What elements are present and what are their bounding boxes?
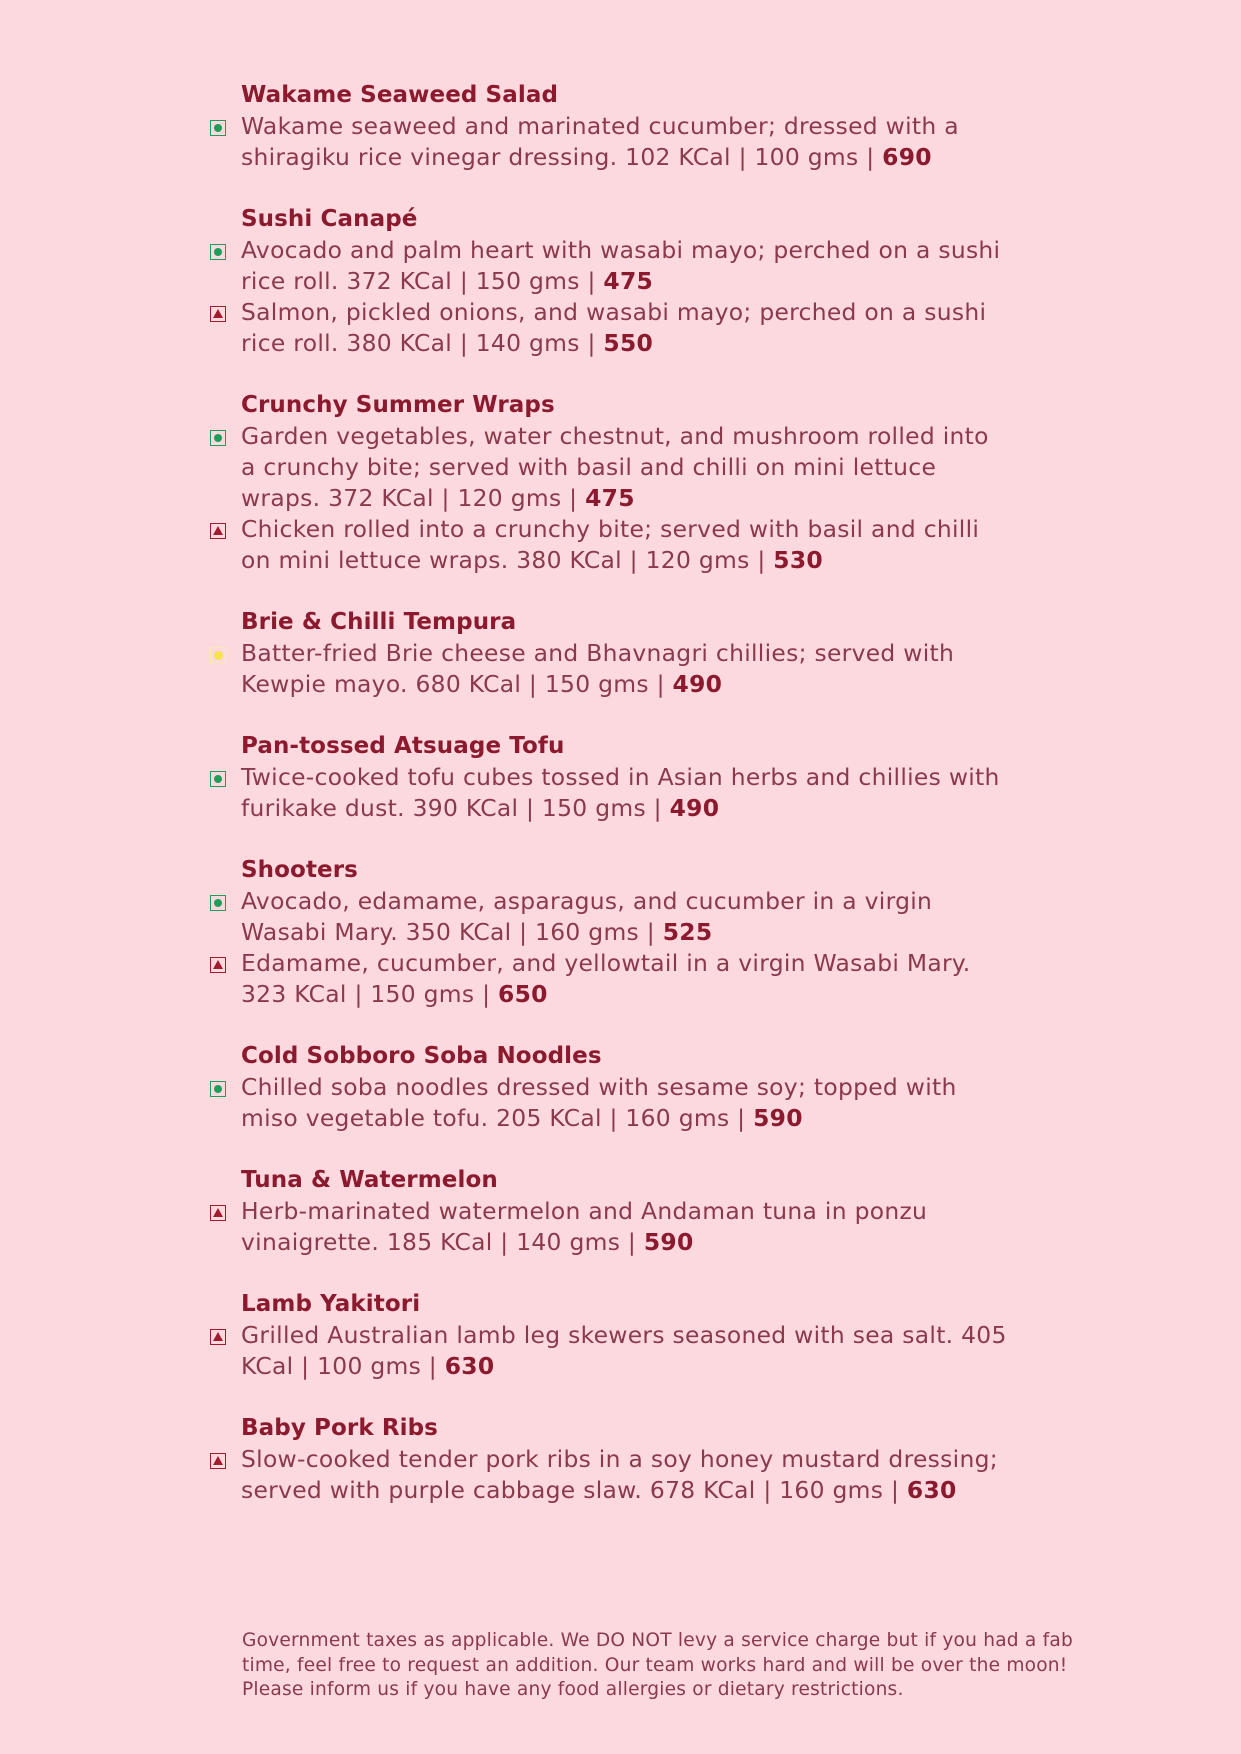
contains-egg-icon [210, 647, 226, 663]
dish-cold-sobboro-soba-noodles [241, 1041, 1011, 1134]
non-veg-icon [210, 306, 226, 322]
dish-name: Pan-tossed Atsuage Tofu [241, 733, 565, 759]
dish-sushi-canape [241, 204, 1011, 359]
dish-variant [241, 297, 1011, 359]
dish-variant [241, 638, 1011, 700]
dish-name: Sushi Canapé [241, 206, 418, 232]
veg-icon [210, 895, 226, 911]
dish-shooters [241, 855, 1011, 1010]
veg-icon [210, 430, 226, 446]
dish-lamb-yakitori [241, 1289, 1011, 1382]
dish-variant [241, 514, 1011, 576]
dish-price: 475 [603, 267, 654, 295]
dish-variant [241, 111, 1011, 173]
dish-price: 530 [773, 546, 823, 574]
dish-variant [241, 235, 1011, 297]
dish-description: Avocado, edamame, asparagus, and cucumber in a virgin Wasabi Mary. 350 KCal | 160 gms | [241, 887, 933, 946]
veg-icon [210, 244, 226, 260]
dish-description: Avocado and palm heart with wasabi mayo; perched on a sushi rice roll. 372 KCal | 150 gms | [241, 236, 1001, 295]
dish-price: 630 [444, 1352, 495, 1380]
dish-price: 475 [585, 484, 635, 512]
dish-description: Chicken rolled into a crunchy bite; served with basil and chilli on mini lettuce wraps. 380 KCal | 120 gms | [241, 515, 980, 574]
dish-name: Crunchy Summer Wraps [241, 392, 555, 418]
dish-crunchy-summer-wraps [241, 390, 1011, 576]
dish-wakame-seaweed-salad [241, 80, 1011, 173]
non-veg-icon [210, 1453, 226, 1469]
dish-description: Salmon, pickled onions, and wasabi mayo; perched on a sushi rice roll. 380 KCal | 140 gms | [241, 298, 987, 357]
dish-price: 690 [882, 143, 932, 171]
dish-variant [241, 1444, 1011, 1506]
dish-name: Brie & Chilli Tempura [241, 609, 517, 635]
dish-description: Batter-fried Brie cheese and Bhavnagri chillies; served with Kewpie mayo. 680 KCal | 150 gms | [241, 639, 955, 698]
dish-variant [241, 886, 1011, 948]
dish-variant [241, 1320, 1011, 1382]
dish-description: Herb-marinated watermelon and Andaman tuna in ponzu vinaigrette. 185 KCal | 140 gms | [241, 1197, 928, 1256]
dish-variant [241, 948, 1011, 1010]
dish-baby-pork-ribs [241, 1413, 1011, 1506]
menu-list [241, 80, 1011, 1537]
dish-description: Twice-cooked tofu cubes tossed in Asian herbs and chillies with furikake dust. 390 KCal | 150 gms | [241, 763, 1000, 822]
dish-variant [241, 1196, 1011, 1258]
non-veg-icon [210, 1205, 226, 1221]
dish-price: 630 [906, 1476, 957, 1504]
veg-icon [210, 771, 226, 787]
dish-name: Lamb Yakitori [241, 1291, 421, 1317]
dish-price: 590 [643, 1228, 694, 1256]
dish-name: Shooters [241, 857, 358, 883]
dish-name: Cold Sobboro Soba Noodles [241, 1043, 602, 1069]
non-veg-icon [210, 957, 226, 973]
dish-price: 490 [672, 670, 723, 698]
dish-description: Wakame seaweed and marinated cucumber; dressed with a shiragiku rice vinegar dressing. 102 KCal | 100 gms | [241, 112, 959, 171]
dish-name: Tuna & Watermelon [241, 1167, 498, 1193]
dish-description: Garden vegetables, water chestnut, and mushroom rolled into a crunchy bite; served with basil and chilli on mini lettuce wraps. 372 KCal | 120 gms | [241, 422, 989, 512]
dish-pan-tossed-atsuage-tofu [241, 731, 1011, 824]
dish-description: Grilled Australian lamb leg skewers seasoned with sea salt. 405 KCal | 100 gms | [241, 1321, 1007, 1380]
dish-variant [241, 421, 1011, 514]
dish-brie-chilli-tempura [241, 607, 1011, 700]
dish-variant [241, 1072, 1011, 1134]
footer-note: Government taxes as applicable. We DO NOT levy a service charge but if you had a fab time, feel free to request an addition. Our team works hard and will be over the moon! Please inform us if you have any food allergies or dietary restrictions. [242, 1630, 1073, 1700]
dish-price: 550 [603, 329, 654, 357]
dish-price: 525 [662, 918, 713, 946]
dish-price: 590 [753, 1104, 803, 1132]
veg-icon [210, 120, 226, 136]
dish-description: Edamame, cucumber, and yellowtail in a virgin Wasabi Mary. 323 KCal | 150 gms | [241, 949, 971, 1008]
dish-name: Wakame Seaweed Salad [241, 82, 559, 108]
non-veg-icon [210, 1329, 226, 1345]
dish-price: 650 [498, 980, 548, 1008]
dish-variant [241, 762, 1011, 824]
dish-description: Slow-cooked tender pork ribs in a soy honey mustard dressing; served with purple cabbage slaw. 678 KCal | 160 gms | [241, 1445, 998, 1504]
dish-name: Baby Pork Ribs [241, 1415, 438, 1441]
dish-price: 490 [669, 794, 720, 822]
dish-description: Chilled soba noodles dressed with sesame soy; topped with miso vegetable tofu. 205 KCal | 160 gms | [241, 1073, 957, 1132]
veg-icon [210, 1081, 226, 1097]
dish-tuna-watermelon [241, 1165, 1011, 1258]
non-veg-icon [210, 523, 226, 539]
